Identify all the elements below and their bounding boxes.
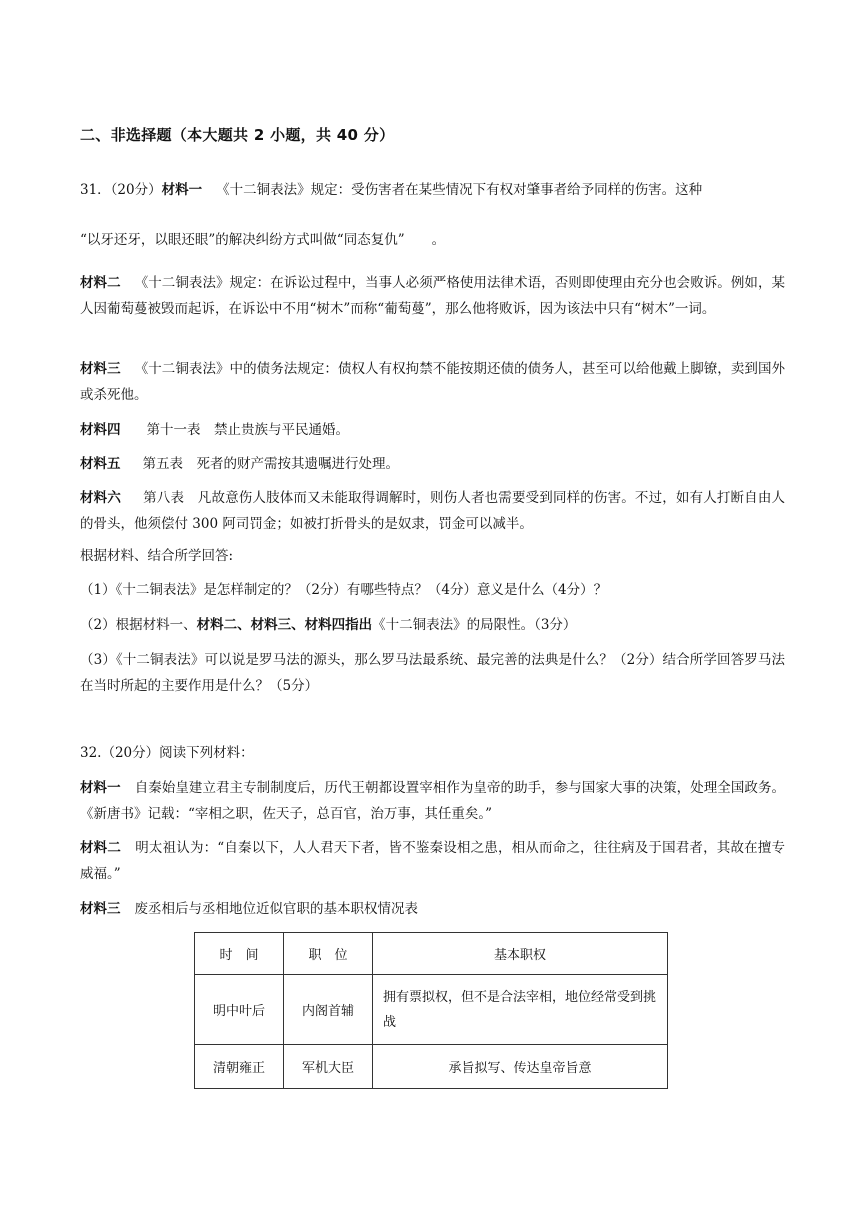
q31-material-5 — [80, 451, 785, 477]
q31-q2-part-c: 《十二铜表法》的局限性。（3分） — [372, 617, 577, 633]
q31-m4-text: 第十一表 禁止贵族与平民通婚。 — [146, 422, 349, 438]
q32-material-3 — [80, 896, 785, 922]
q31-m2-text: 《十二铜表法》规定：在诉讼过程中，当事人必须严格使用法律术语，否则即使理由充分也会败诉。例如，某人因葡萄蔓被毁而起诉，在诉讼中不用“树木”而称“葡萄蔓”，那么他将败诉，因为该法中只有“树木”一词。 — [80, 275, 786, 317]
table-cell: 明中叶后 — [195, 975, 284, 1045]
q31-m2-label: 材料二 — [80, 275, 121, 291]
q31-m5-text: 第五表 死者的财产需按其遗嘱进行处理。 — [142, 456, 399, 472]
section-title: 二、非选择题（本大题共 2 小题，共 40 分） — [80, 126, 395, 144]
q31-q2-part-a: （2）根据材料一、 — [80, 617, 197, 633]
q31-material-1 — [80, 177, 785, 203]
q32-m2-text: 明太祖认为：“自秦以下，人人君天下者，皆不鉴秦设相之患，相从而命之，往往病及于国君者，其故在擅专威福。” — [80, 840, 786, 882]
q31-material-1-cont: “以牙还牙，以眼还眼”的解决纠纷方式叫做“同态复仇” 。 — [80, 232, 446, 248]
table-header-cell: 基本职权 — [373, 933, 668, 975]
q32-header: 32.（20分）阅读下列材料： — [80, 745, 254, 761]
q31-m6-text: 第八表 凡故意伤人肢体而又未能取得调解时，则伤人者也需要受到同样的伤害。不过，如有人打断自由人的骨头，他须偿付 300 阿司罚金；如被打折骨头的是奴隶，罚金可以减半。 — [80, 490, 786, 532]
duties-table — [194, 932, 668, 1089]
q31-m1-text: 《十二铜表法》规定：受伤害者在某些情况下有权对肇事者给予同样的伤害。这种 — [216, 182, 703, 198]
q31-number: 31．（20分） — [80, 182, 162, 198]
q32-m3-label: 材料三 — [80, 901, 121, 917]
table-header-cell: 职 位 — [284, 933, 373, 975]
table-cell: 承旨拟写、传达皇帝旨意 — [373, 1045, 668, 1089]
q32-m1-text: 自秦始皇建立君主专制制度后，历代王朝都设置宰相作为皇帝的助手，参与国家大事的决策，处理全国政务。《新唐书》记载：“宰相之职，佐天子，总百官，治万事，其任重矣。” — [80, 780, 786, 822]
q31-m3-text: 《十二铜表法》中的债务法规定：债权人有权拘禁不能按期还债的债务人，甚至可以给他戴上脚镣，卖到国外或杀死他。 — [80, 361, 786, 403]
q31-material-4 — [80, 417, 785, 443]
q32-material-2 — [80, 835, 785, 887]
q31-material-6 — [80, 485, 785, 537]
table-row — [195, 1045, 668, 1089]
table-cell: 内阁首辅 — [284, 975, 373, 1045]
q31-subquestion-2 — [80, 612, 785, 638]
q31-prompt: 根据材料、结合所学回答: — [80, 548, 234, 564]
table-row — [195, 975, 668, 1045]
q32-m1-label: 材料一 — [80, 780, 121, 796]
table-header-row — [195, 933, 668, 975]
q31-m3-label: 材料三 — [80, 361, 121, 377]
q32-m2-label: 材料二 — [80, 840, 122, 856]
q31-material-2 — [80, 270, 785, 322]
q31-subquestion-1: （1）《十二铜表法》是怎样制定的？（2分）有哪些特点？（4分）意义是什么（4分）？ — [80, 582, 608, 598]
table-cell: 军机大臣 — [284, 1045, 373, 1089]
q31-q2-part-b: 材料二、材料三、材料四指出 — [196, 617, 373, 633]
table-cell: 清朝雍正 — [195, 1045, 284, 1089]
table-header-cell: 时 间 — [195, 933, 284, 975]
q31-subquestion-3: （3）《十二铜表法》可以说是罗马法的源头，那么罗马法最系统、最完善的法典是什么？（2分）结合所学回答罗马法在当时所起的主要作用是什么？（5分） — [80, 652, 785, 694]
q32-m3-text: 废丞相后与丞相地位近似官职的基本职权情况表 — [134, 901, 418, 917]
table-cell: 拥有票拟权，但不是合法宰相，地位经常受到挑战 — [373, 975, 668, 1045]
q32-material-1 — [80, 775, 785, 827]
q31-material-3 — [80, 356, 785, 408]
q31-m1-label: 材料一 — [161, 182, 203, 198]
q31-m5-label: 材料五 — [80, 456, 121, 472]
q31-m6-label: 材料六 — [80, 490, 121, 506]
q31-m4-label: 材料四 — [80, 422, 121, 438]
